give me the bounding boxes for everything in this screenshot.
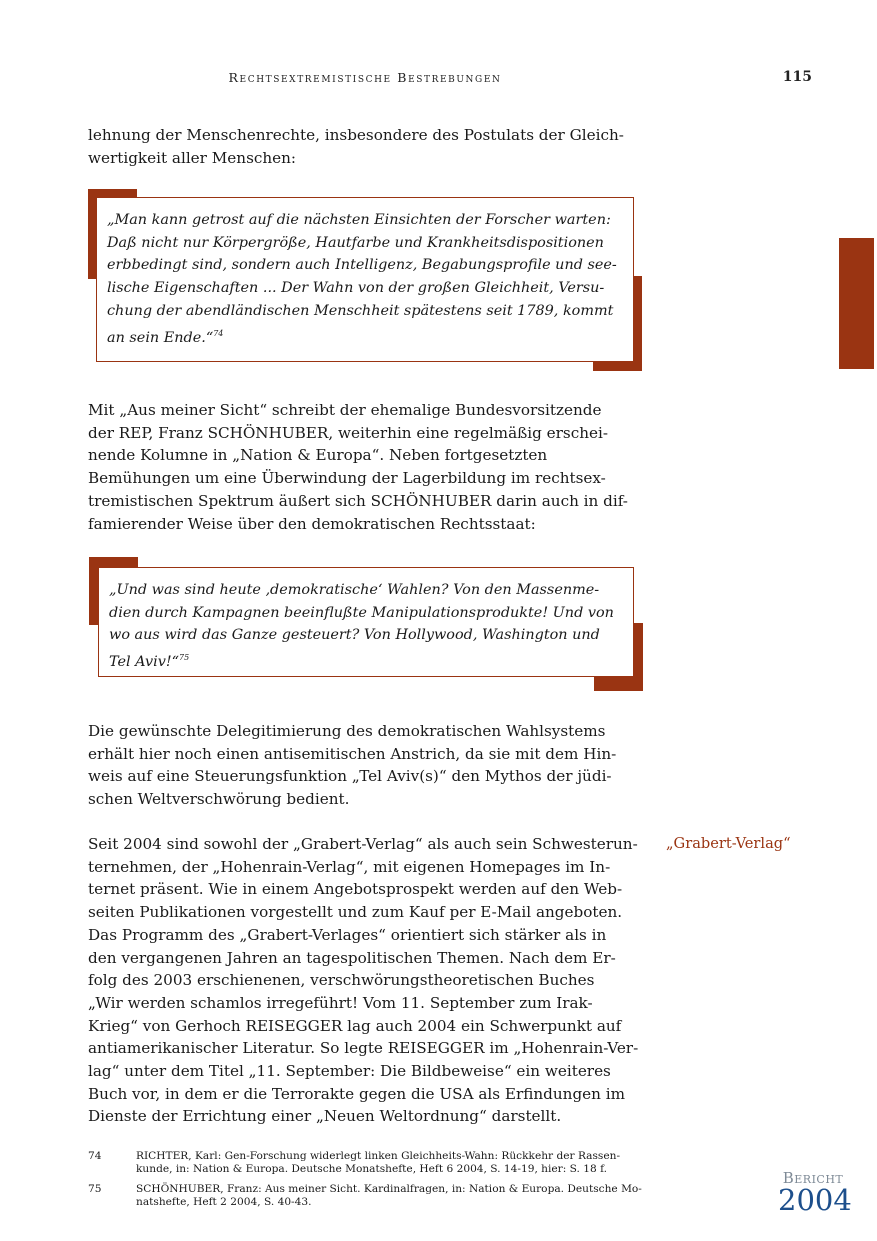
page-number: 115: [782, 69, 812, 85]
body-paragraph-1: lehnung der Menschenrechte, insbesondere des Postulats der Gleich- wertigkeit aller Menschen:: [88, 126, 624, 167]
quote-text: [107, 209, 623, 349]
footnote-reference[interactable]: 74: [213, 328, 224, 338]
footnote-75: [88, 1183, 648, 1210]
footnote-74: [88, 1150, 648, 1177]
block-quote-2: [89, 557, 643, 691]
body-paragraph-3: Die gewünschte Delegitimierung des demokratischen Wahlsystems erhält hier noch einen antisemitischen Anstrich, da sie mit dem Hin- weis auf eine Steuerungsfunktion „Tel Aviv(s)“ den Mythos der jüdi- schen Weltverschwörung bedient.: [88, 722, 617, 809]
block-quote-1: [88, 189, 642, 371]
quote-text-body: „Und was sind heute ‚demokratische‘ Wahlen? Von den Massenme- dien durch Kampagnen beeinflußte Manipulationsprodukte! Und von wo aus wird das Ganze gesteuert? Von Hollywood, Washington und Tel Aviv!“: [109, 582, 614, 670]
quote-text-body: „Man kann getrost auf die nächsten Einsichten der Forscher warten: Daß nicht nur Körpergröße, Hautfarbe und Krankheitsdispositionen erbbedingt sind, sondern auch Intelligenz, Begabungsprofile und see- lische Eigenschaften ... Der Wahn von der großen Gleichheit, Versu- chung der abendländischen Menschheit spätestens seit 1789, kommt an sein Ende.“: [107, 212, 617, 346]
running-header-title: Rechtsextremistische Bestrebungen: [228, 70, 502, 85]
quote-box: [98, 567, 634, 677]
footnote-text: RICHTER, Karl: Gen-Forschung widerlegt linken Gleichheits-Wahn: Rückkehr der Rassen- kunde, in: Nation & Europa. Deutsche Monatshefte, Heft 6 2004, S. 14-19, hier: S. 18 f.: [136, 1150, 621, 1176]
quote-box: [96, 197, 634, 362]
body-paragraph-4: Seit 2004 sind sowohl der „Grabert-Verlag“ als auch sein Schwesterun- ternehmen, der „Hohenrain-Verlag“, mit eigenen Homepages im In- ternet präsent. Wie in einem Angebotsprospekt werden auf den Web- seiten Publikationen vorgestellt und zum Kauf per E-Mail angeboten. Das Programm des „Grabert-Verlages“ orientiert sich stärker als in den vergangenen Jahren an tagespolitischen Themen. Nach dem Er- folg des 2003 erschienenen, verschwörungstheoretischen Buches „Wir werden schamlos irregeführt! Vom 11. September zum Irak- Krieg“ von Gerhoch REISEGGER lag auch 2004 ein Schwerpunkt auf antiamerikanischer Literatur. So legte REISEGGER im „Hohenrain-Ver- lag“ unter dem Titel „11. September: Die Bildbeweise“ ein weiteres Buch vor, in dem er die Terrorakte gegen die USA als Erfindungen im Dienste der Errichtung einer „Neuen Weltordnung“ darstellt.: [88, 835, 639, 1126]
chapter-side-tab: [839, 238, 874, 369]
marginal-note: „Grabert-Verlag“: [666, 835, 791, 852]
brand-year: 2004: [778, 1183, 852, 1217]
brand-word: Bericht: [782, 1169, 844, 1187]
footnote-text: SCHÖNHUBER, Franz: Aus meiner Sicht. Kardinalfragen, in: Nation & Europa. Deutsche Mo- natshefte, Heft 2 2004, S. 40-43.: [136, 1182, 642, 1209]
footnote-reference[interactable]: 75: [179, 653, 190, 663]
footnote-number: 74: [88, 1150, 102, 1162]
report-brand-logo: [778, 1169, 852, 1217]
body-paragraph-2: Mit „Aus meiner Sicht“ schreibt der ehemalige Bundesvorsitzende der REP, Franz SCHÖNHUBER, weiterhin eine regelmäßig erschei- nende Kolumne in „Nation & Europa“. Neben fortgesetzten Bemühungen um eine Überwindung der Lagerbildung im rechtsex- tremistischen Spektrum äußert sich SCHÖNHUBER darin auch in dif- famierender Weise über den demokratischen Rechtsstaat:: [88, 401, 628, 533]
footnotes: [88, 1150, 648, 1216]
footnote-number: 75: [88, 1182, 102, 1195]
quote-text: [109, 579, 623, 674]
